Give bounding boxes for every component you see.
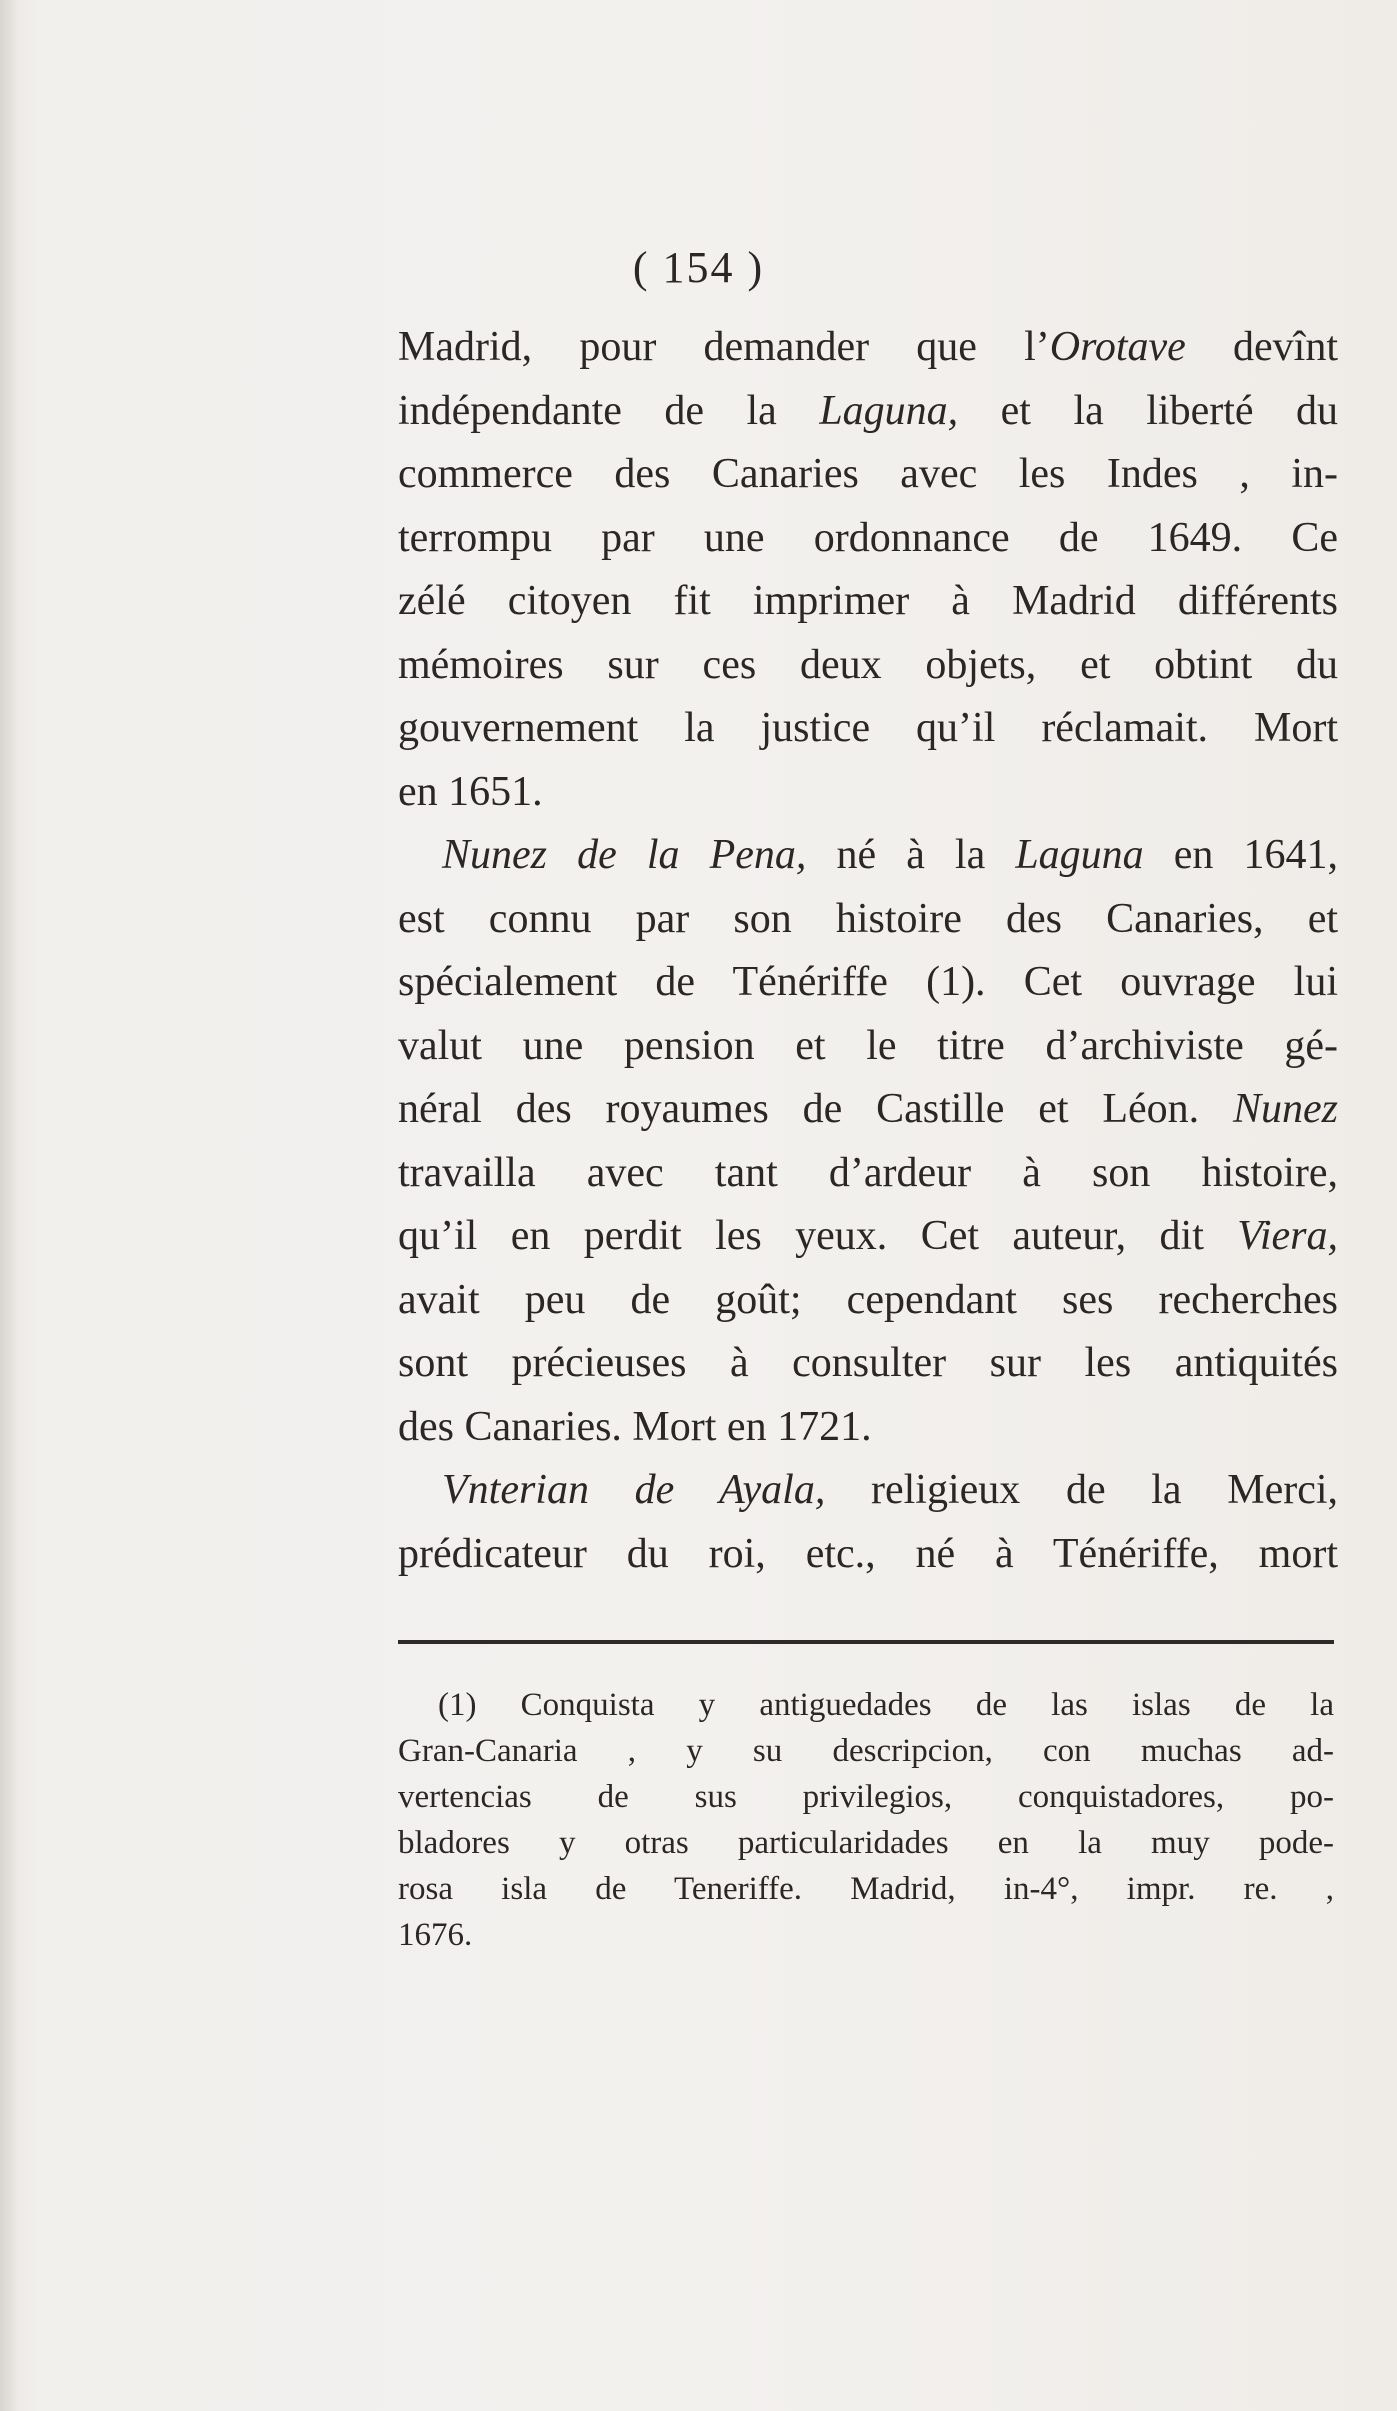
text-run: avait peu de goût; cependant ses recherches [398, 1276, 1338, 1323]
text-run: zélé citoyen fit imprimer à Madrid différents [398, 578, 1338, 624]
text-run: Madrid, pour demander que l’ [398, 324, 1050, 370]
text-run: est connu par son histoire des Canaries, et [398, 895, 1338, 942]
text-run: et la liberté du [958, 387, 1338, 434]
text-line [398, 443, 1338, 507]
footnote-line: bladores y otras particularidades en la muy pode- [398, 1825, 1334, 1861]
text-run: religieux de la Merci, [825, 1467, 1339, 1513]
italic-name: Laguna, [819, 387, 959, 434]
text-run: sont précieuses à consulter sur les antiquités [398, 1340, 1338, 1386]
text-line [398, 888, 1338, 952]
text-line [398, 570, 1338, 634]
page-edge-shadow [0, 0, 18, 2411]
text-run: gouvernement la justice qu’il réclamait. Mort [398, 705, 1338, 751]
paragraph [398, 824, 1338, 1459]
footnote-line: (1) Conquista y antiguedades de las islas de la [438, 1687, 1334, 1723]
italic-name: Viera, [1237, 1213, 1338, 1259]
text-line [398, 1205, 1338, 1269]
italic-name: Vnterian de Ayala, [442, 1467, 826, 1513]
body-text [398, 316, 1338, 1586]
text-line [398, 634, 1338, 698]
text-run: qu’il en perdit les yeux. Cet auteur, dit [398, 1213, 1238, 1259]
text-run: commerce des Canaries avec les Indes , in- [398, 451, 1338, 497]
text-run: valut une pension et le titre d’archiviste gé- [398, 1022, 1338, 1069]
page-number: ( 154 ) [632, 243, 765, 292]
footnote-line: vertencias de sus privilegios, conquistadores, po- [398, 1779, 1334, 1815]
text-line [398, 507, 1338, 571]
text-run: indépendante de la [398, 387, 820, 434]
footnote-rule [398, 1640, 1334, 1644]
text-line [398, 1396, 1338, 1460]
text-run: prédicateur du roi, etc., né à Ténériffe, mort [398, 1530, 1338, 1577]
text-line [398, 761, 1338, 825]
text-line [398, 380, 1338, 444]
footnote-line: rosa isla de Teneriffe. Madrid, in-4°, impr. re. , [398, 1871, 1334, 1907]
text-line [398, 824, 1338, 888]
paragraph [398, 1459, 1338, 1586]
text-run: mémoires sur ces deux objets, et obtint du [398, 641, 1338, 688]
italic-name: Laguna [1015, 832, 1144, 878]
text-line [398, 1142, 1338, 1206]
text-run: des Canaries. Mort en 1721. [398, 1403, 872, 1450]
italic-name: Orotave [1049, 324, 1186, 370]
text-run: terrompu par une ordonnance de 1649. Ce [398, 514, 1338, 561]
text-run: en 1641, [1143, 832, 1339, 878]
text-line [398, 1523, 1338, 1587]
footnote-line: 1676. [398, 1917, 473, 1953]
text-run: travailla avec tant d’ardeur à son histoire, [398, 1149, 1338, 1196]
text-line [398, 1015, 1338, 1079]
italic-name: Nunez [1233, 1086, 1338, 1132]
text-run: devînt [1185, 324, 1338, 370]
footnote-line: Gran-Canaria , y su descripcion, con muchas ad- [398, 1733, 1334, 1769]
text-line [398, 951, 1338, 1015]
text-line [398, 1459, 1338, 1523]
text-line [398, 1332, 1338, 1396]
text-run: en 1651. [398, 768, 543, 815]
footnote [398, 1682, 1334, 1958]
text-run: néral des royaumes de Castille et Léon. [398, 1086, 1233, 1132]
text-line [398, 697, 1338, 761]
text-line [398, 1269, 1338, 1333]
text-line [398, 316, 1338, 380]
italic-name: Nunez de la Pena, [442, 832, 807, 878]
text-line [398, 1078, 1338, 1142]
text-run: spécialement de Ténériffe (1). Cet ouvrage lui [398, 959, 1338, 1005]
text-run: né à la [806, 832, 1016, 878]
paragraph [398, 316, 1338, 824]
